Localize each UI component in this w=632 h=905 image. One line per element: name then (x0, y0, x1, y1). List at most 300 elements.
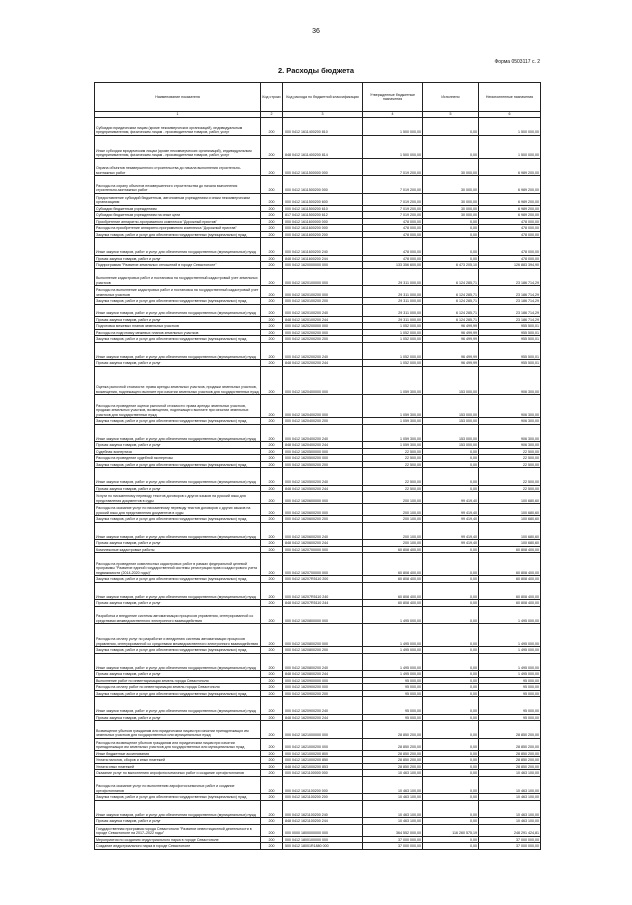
row-budget-code: 000 0412 1621000000 000 (283, 721, 363, 739)
row-budget-code: 000 0412 1620200000 000 (283, 323, 363, 330)
row-budget-code: 848 0412 16207R5110 244 (283, 600, 363, 607)
row-budget-code: 000 0412 1621100200 200 (283, 794, 363, 801)
table-row (95, 329, 541, 336)
row-approved: 200 100,00 (363, 516, 423, 523)
row-unexecuted: 6 989 200,00 (479, 205, 541, 212)
row-approved: 364 552 000,00 (363, 824, 423, 836)
row-executed: 30 000,00 (423, 158, 479, 176)
row-name: Подготовка межевых планов земельных участков (95, 323, 261, 330)
row-unexecuted: 906 300,00 (479, 418, 541, 425)
row-line-code: 200 (261, 205, 283, 212)
row-line-code: 200 (261, 342, 283, 360)
row-budget-code: 000 0412 1620500000 000 (283, 448, 363, 455)
row-name: Иные закупки товаров, работ и услуг для обеспечения государственных (муниципальных) нужд (95, 238, 261, 256)
row-approved: 60 808 400,00 (363, 582, 423, 600)
row-budget-code: 000 0412 1620700000 000 (283, 546, 363, 553)
row-name: Создание индустриального парка в городе Севастополе (95, 843, 261, 850)
row-executed: 6 124 285,71 (423, 298, 479, 305)
row-approved: 478 000,00 (363, 218, 423, 225)
row-approved: 133 356 600,00 (363, 262, 423, 269)
row-approved: 29 311 000,00 (363, 304, 423, 316)
table-row (95, 522, 541, 540)
row-line-code: 200 (261, 653, 283, 671)
row-executed: 30 000,00 (423, 205, 479, 212)
row-executed: 0,00 (423, 647, 479, 654)
row-approved: 22 500,00 (363, 461, 423, 468)
row-budget-code: 848 0412 1620200200 244 (283, 360, 363, 367)
row-line-code: 200 (261, 461, 283, 468)
row-executed: 0,00 (423, 600, 479, 607)
row-line-code: 200 (261, 336, 283, 343)
table-row (95, 653, 541, 671)
row-approved: 478 000,00 (363, 231, 423, 238)
row-executed: 0,00 (423, 606, 479, 624)
table-row (95, 690, 541, 697)
row-line-code: 200 (261, 135, 283, 158)
section-title: 2. Расходы бюджета (277, 66, 355, 75)
row-executed: 0,00 (423, 135, 479, 158)
row-name: Охрана объектов незавершенного строительства до начала выполнения строительно-монтажных работ (95, 158, 261, 176)
row-budget-code: 000 0412 1621100000 000 (283, 770, 363, 777)
row-approved: 200 100,00 (363, 522, 423, 540)
row-approved: 29 311 000,00 (363, 268, 423, 286)
table-row (95, 582, 541, 600)
table-row (95, 504, 541, 516)
row-budget-code: 000 0412 1611600200 240 (283, 238, 363, 256)
row-executed: 0,00 (423, 231, 479, 238)
row-budget-code: 500 0412 18001R1880 000 (283, 843, 363, 850)
table-row (95, 395, 541, 418)
table-row (95, 286, 541, 298)
row-executed: 0,00 (423, 800, 479, 818)
row-unexecuted: 23 186 714,29 (479, 286, 541, 298)
row-unexecuted: 955 500,01 (479, 336, 541, 343)
row-line-code: 200 (261, 442, 283, 449)
row-line-code: 200 (261, 671, 283, 678)
row-approved: 1 059 300,00 (363, 424, 423, 442)
row-executed: 0,00 (423, 721, 479, 739)
row-line-code: 200 (261, 268, 283, 286)
row-executed: 0,00 (423, 448, 479, 455)
row-approved: 7 019 200,00 (363, 212, 423, 219)
row-line-code: 200 (261, 818, 283, 825)
row-unexecuted: 1 495 000,00 (479, 653, 541, 671)
row-line-code: 200 (261, 606, 283, 624)
row-approved: 478 000,00 (363, 238, 423, 256)
row-unexecuted: 1 500 000,00 (479, 135, 541, 158)
row-unexecuted: 60 808 400,00 (479, 576, 541, 583)
row-budget-code: 000 0412 1611500000 000 (283, 158, 363, 176)
row-unexecuted: 248 291 424,81 (479, 824, 541, 836)
row-name: Выполнение кадастровых работ и постановка на государственный кадастровый учет земельных участков (95, 268, 261, 286)
row-executed: 153 000,00 (423, 366, 479, 395)
table-row (95, 624, 541, 647)
row-line-code: 200 (261, 262, 283, 269)
row-line-code: 200 (261, 286, 283, 298)
column-number: 3 (283, 112, 363, 118)
row-line-code: 200 (261, 677, 283, 684)
row-unexecuted: 22 500,00 (479, 455, 541, 462)
row-executed: 99 419,40 (423, 492, 479, 504)
row-executed: 0,00 (423, 794, 479, 801)
row-executed: 153 000,00 (423, 424, 479, 442)
table-row (95, 684, 541, 691)
row-approved: 22 500,00 (363, 485, 423, 492)
row-approved: 1 052 000,00 (363, 342, 423, 360)
row-unexecuted: 10 463 100,00 (479, 794, 541, 801)
row-executed: 96 499,99 (423, 342, 479, 360)
row-budget-code: 000 0412 16207R5110 240 (283, 582, 363, 600)
row-line-code: 200 (261, 522, 283, 540)
row-approved: 37 000 000,00 (363, 843, 423, 850)
column-number: 2 (261, 112, 283, 118)
row-unexecuted: 60 808 400,00 (479, 546, 541, 553)
row-approved: 1 059 300,00 (363, 418, 423, 425)
row-unexecuted: 10 463 100,00 (479, 800, 541, 818)
row-line-code: 200 (261, 395, 283, 418)
row-approved: 1 059 300,00 (363, 395, 423, 418)
row-executed: 0,00 (423, 763, 479, 770)
row-approved: 10 463 100,00 (363, 800, 423, 818)
row-executed: 0,00 (423, 818, 479, 825)
row-unexecuted: 478 000,00 (479, 238, 541, 256)
row-approved: 1 059 300,00 (363, 442, 423, 449)
row-budget-code: 000 0000 1800000000 000 (283, 824, 363, 836)
row-executed: 0,00 (423, 690, 479, 697)
row-executed: 0,00 (423, 118, 479, 136)
row-line-code: 200 (261, 360, 283, 367)
row-name: Уплата налогов, сборов и иных платежей (95, 757, 261, 764)
row-name: Иные закупки товаров, работ и услуг для обеспечения государственных (муниципальных) нужд (95, 697, 261, 715)
row-line-code: 200 (261, 492, 283, 504)
row-executed: 30 000,00 (423, 176, 479, 194)
row-budget-code: 848 0412 1620400200 244 (283, 442, 363, 449)
row-unexecuted: 126 883 394,90 (479, 262, 541, 269)
row-name: Закупка товаров, работ и услуг для обеспечения государственных (муниципальных) нужд (95, 647, 261, 654)
header-row (95, 83, 541, 112)
table-row (95, 304, 541, 316)
row-unexecuted: 10 463 100,00 (479, 770, 541, 777)
row-budget-code: 000 0412 1800100000 000 (283, 836, 363, 843)
row-unexecuted: 28 850 200,00 (479, 721, 541, 739)
row-executed: 0,00 (423, 553, 479, 576)
row-unexecuted: 95 000,00 (479, 714, 541, 721)
row-name: Расходы на оплату работ по инвентаризации земель города Севастополя (95, 684, 261, 691)
row-line-code: 200 (261, 212, 283, 219)
row-unexecuted: 60 808 400,00 (479, 582, 541, 600)
table-row (95, 738, 541, 750)
row-unexecuted: 28 850 200,00 (479, 750, 541, 757)
table-row (95, 843, 541, 850)
row-line-code: 200 (261, 540, 283, 547)
row-budget-code: 000 0412 1621000200 800 (283, 750, 363, 757)
row-approved: 28 850 200,00 (363, 738, 423, 750)
row-name: Закупка товаров, работ и услуг для обеспечения государственных (муниципальных) нужд (95, 461, 261, 468)
table-row (95, 238, 541, 256)
row-line-code: 200 (261, 323, 283, 330)
row-budget-code: 000 0412 1611400200 810 (283, 118, 363, 136)
row-line-code: 200 (261, 316, 283, 323)
row-name: Субсидии бюджетным учреждениям на иные цели (95, 212, 261, 219)
row-unexecuted: 37 000 000,00 (479, 843, 541, 850)
row-approved: 1 052 000,00 (363, 360, 423, 367)
row-line-code: 200 (261, 424, 283, 442)
row-executed: 0,00 (423, 677, 479, 684)
row-unexecuted: 95 000,00 (479, 684, 541, 691)
row-approved: 7 019 200,00 (363, 176, 423, 194)
table-row (95, 461, 541, 468)
row-approved: 28 850 200,00 (363, 721, 423, 739)
row-line-code: 200 (261, 504, 283, 516)
table-row (95, 721, 541, 739)
row-name: Расходы на возмещение убытков гражданам или юридическим лицам при изъятии принадлежащих им земельных участков для государственных или муниципальных нужд (95, 738, 261, 750)
table-row (95, 677, 541, 684)
row-budget-code: 848 0412 1620600200 244 (283, 540, 363, 547)
header-indicator-name: Наименование показателя (95, 83, 261, 112)
row-name: Прочая закупка товаров, работ и услуг (95, 600, 261, 607)
row-executed: 0,00 (423, 624, 479, 647)
row-approved: 95 000,00 (363, 677, 423, 684)
row-unexecuted: 22 500,00 (479, 448, 541, 455)
row-budget-code: 000 0412 1611600000 000 (283, 218, 363, 225)
row-executed: 0,00 (423, 485, 479, 492)
row-name: Прочая закупка товаров, работ и услуг (95, 442, 261, 449)
row-approved: 10 463 100,00 (363, 794, 423, 801)
table-row (95, 776, 541, 794)
row-approved: 1 495 000,00 (363, 647, 423, 654)
row-name: Расходы на подготовку межевых планов земельных участков (95, 329, 261, 336)
row-unexecuted: 6 989 200,00 (479, 158, 541, 176)
row-budget-code: 000 0412 1620400200 000 (283, 395, 363, 418)
row-approved: 95 000,00 (363, 714, 423, 721)
row-name: Расходы на проведение оценки рыночной стоимости: права аренды земельных участков, продажи земельных участков, возмещения, подлежащего выплате при изъятии земельных участков для государственных нужд (95, 395, 261, 418)
row-unexecuted: 10 463 100,00 (479, 776, 541, 794)
row-name: Иные закупки товаров, работ и услуг для обеспечения государственных (муниципальных) нужд (95, 424, 261, 442)
row-budget-code: 000 0412 1611500200 610 (283, 205, 363, 212)
row-budget-code: 848 0412 1620500200 244 (283, 485, 363, 492)
row-budget-code: 000 0412 1620200200 000 (283, 329, 363, 336)
row-unexecuted: 37 000 000,00 (479, 836, 541, 843)
row-executed: 6 124 285,71 (423, 316, 479, 323)
row-name: Иные закупки товаров, работ и услуг для обеспечения государственных (муниципальных) нужд (95, 800, 261, 818)
row-unexecuted: 478 000,00 (479, 225, 541, 232)
row-approved: 1 495 000,00 (363, 624, 423, 647)
row-budget-code: 000 0412 1620100200 240 (283, 304, 363, 316)
row-line-code: 200 (261, 225, 283, 232)
row-approved: 95 000,00 (363, 684, 423, 691)
row-executed: 153 000,00 (423, 442, 479, 449)
row-executed: 0,00 (423, 455, 479, 462)
row-unexecuted: 906 300,00 (479, 424, 541, 442)
row-unexecuted: 478 000,00 (479, 218, 541, 225)
row-executed: 96 499,99 (423, 336, 479, 343)
row-executed: 0,00 (423, 546, 479, 553)
row-approved: 10 463 100,00 (363, 818, 423, 825)
row-budget-code: 000 0412 1620200200 200 (283, 336, 363, 343)
row-line-code: 200 (261, 455, 283, 462)
row-unexecuted: 6 989 200,00 (479, 176, 541, 194)
table-row (95, 418, 541, 425)
row-line-code: 200 (261, 546, 283, 553)
row-name: Прочая закупка товаров, работ и услуг (95, 485, 261, 492)
row-name: Судебная экспертиза (95, 448, 261, 455)
row-unexecuted: 28 850 200,00 (479, 738, 541, 750)
row-approved: 22 500,00 (363, 448, 423, 455)
row-unexecuted: 95 000,00 (479, 677, 541, 684)
row-budget-code: 000 0412 1620600000 000 (283, 492, 363, 504)
row-executed: 0,00 (423, 770, 479, 777)
row-approved: 60 808 400,00 (363, 600, 423, 607)
row-budget-code: 000 0412 1621100200 240 (283, 800, 363, 818)
row-executed: 153 000,00 (423, 395, 479, 418)
row-unexecuted: 478 000,00 (479, 255, 541, 262)
row-executed: 0,00 (423, 255, 479, 262)
row-line-code: 200 (261, 218, 283, 225)
table-row (95, 770, 541, 777)
row-budget-code: 000 0412 1620500200 200 (283, 461, 363, 468)
row-name: Оказание услуг по выполнению аэрофотосъемочных работ и создание ортофотопланов (95, 770, 261, 777)
column-number: 1 (95, 112, 261, 118)
row-approved: 1 059 300,00 (363, 366, 423, 395)
table-row (95, 135, 541, 158)
table-row (95, 576, 541, 583)
row-name: Разработка и внедрение системы автоматизации процессов управления, интегрированной со средствами межведомственного электронного взаимодействия (95, 606, 261, 624)
row-approved: 7 019 200,00 (363, 158, 423, 176)
row-unexecuted: 906 300,00 (479, 366, 541, 395)
row-budget-code: 817 0412 1611500200 612 (283, 212, 363, 219)
row-line-code: 200 (261, 750, 283, 757)
row-line-code: 200 (261, 329, 283, 336)
table-row (95, 336, 541, 343)
row-approved: 1 495 000,00 (363, 606, 423, 624)
row-unexecuted: 6 989 200,00 (479, 212, 541, 219)
row-unexecuted: 955 500,01 (479, 329, 541, 336)
row-budget-code: 000 0412 1621000200 850 (283, 757, 363, 764)
row-budget-code: 848 0412 1620800200 244 (283, 671, 363, 678)
row-line-code: 200 (261, 582, 283, 600)
row-line-code: 200 (261, 366, 283, 395)
row-executed: 0,00 (423, 468, 479, 486)
row-budget-code: 000 0412 1620400200 240 (283, 424, 363, 442)
row-unexecuted: 10 463 100,00 (479, 818, 541, 825)
row-approved: 200 100,00 (363, 540, 423, 547)
expenditure-table (94, 82, 541, 850)
row-approved: 10 463 100,00 (363, 770, 423, 777)
table-row (95, 193, 541, 205)
table-row (95, 218, 541, 225)
table-row (95, 824, 541, 836)
row-unexecuted: 955 500,01 (479, 342, 541, 360)
row-unexecuted: 1 495 000,00 (479, 671, 541, 678)
header-line-code: Код строки (261, 83, 283, 112)
row-name: Иные закупки товаров, работ и услуг для обеспечения государственных (муниципальных) нужд (95, 582, 261, 600)
row-executed: 99 419,40 (423, 540, 479, 547)
row-unexecuted: 478 000,00 (479, 231, 541, 238)
row-line-code: 200 (261, 757, 283, 764)
row-budget-code: 000 0412 1620800200 000 (283, 624, 363, 647)
row-line-code: 200 (261, 304, 283, 316)
header-approved: Утвержденные бюджетные назначения (363, 83, 423, 112)
row-approved: 478 000,00 (363, 225, 423, 232)
row-line-code: 200 (261, 800, 283, 818)
row-budget-code: 000 0412 1620700000 000 (283, 553, 363, 576)
row-line-code: 200 (261, 647, 283, 654)
row-approved: 200 100,00 (363, 504, 423, 516)
row-name: Расходы на выполнение кадастровых работ и постановка на государственный кадастровый учет земельных участков (95, 286, 261, 298)
row-approved: 200 100,00 (363, 492, 423, 504)
row-name: Расходы на охрану объектов незавершенного строительства до начала выполнения строительно-монтажных работ (95, 176, 261, 194)
row-line-code: 200 (261, 418, 283, 425)
row-approved: 1 495 000,00 (363, 653, 423, 671)
table-row (95, 757, 541, 764)
row-approved: 1 052 000,00 (363, 336, 423, 343)
row-name: Комплексные кадастровые работы (95, 546, 261, 553)
row-line-code: 200 (261, 738, 283, 750)
row-name: Иные закупки товаров, работ и услуг для обеспечения государственных (муниципальных) нужд (95, 304, 261, 316)
row-budget-code: 000 0412 1620100200 000 (283, 286, 363, 298)
row-name: Прочая закупка товаров, работ и услуг (95, 671, 261, 678)
row-line-code: 200 (261, 468, 283, 486)
table-row (95, 424, 541, 442)
row-executed: 0,00 (423, 653, 479, 671)
row-budget-code: 000 0412 1620800000 000 (283, 606, 363, 624)
row-executed: 0,00 (423, 776, 479, 794)
row-approved: 28 850 200,00 (363, 757, 423, 764)
row-executed: 0,00 (423, 238, 479, 256)
table-row (95, 158, 541, 176)
row-unexecuted: 60 808 400,00 (479, 600, 541, 607)
row-name: Иные бюджетные ассигнования (95, 750, 261, 757)
row-name: Расходы на оказание услуг по письменному переводу текстов договоров с других языков на русский язык для представления документов в суды (95, 504, 261, 516)
row-executed: 30 000,00 (423, 193, 479, 205)
row-line-code: 200 (261, 600, 283, 607)
row-budget-code: 848 0412 1621000200 853 (283, 763, 363, 770)
row-budget-code: 000 0412 1611500200 000 (283, 176, 363, 194)
row-approved: 1 500 000,00 (363, 118, 423, 136)
row-name: Иные субсидии юридическим лицам (кроме некоммерческих организаций), индивидуальным предпринимателям, физическим лицам - производителям товаров, работ, услуг (95, 135, 261, 158)
row-approved: 22 500,00 (363, 468, 423, 486)
row-name: Иные закупки товаров, работ и услуг для обеспечения государственных (муниципальных) нужд (95, 342, 261, 360)
table-row (95, 697, 541, 715)
row-name: Расходы на оказание услуг по выполнению аэрофотосъемочных работ и создание ортофотопланов (95, 776, 261, 794)
row-unexecuted: 60 808 400,00 (479, 553, 541, 576)
row-unexecuted: 95 000,00 (479, 690, 541, 697)
table-row (95, 794, 541, 801)
row-unexecuted: 100 680,60 (479, 540, 541, 547)
row-executed: 0,00 (423, 461, 479, 468)
row-executed: 0,00 (423, 750, 479, 757)
row-approved: 37 000 000,00 (363, 836, 423, 843)
row-approved: 60 808 400,00 (363, 553, 423, 576)
row-name: Иные закупки товаров, работ и услуг для обеспечения государственных (муниципальных) нужд (95, 522, 261, 540)
row-line-code: 200 (261, 576, 283, 583)
table-row (95, 268, 541, 286)
row-name: Выполнение работ по инвентаризации земель города Севастополя (95, 677, 261, 684)
row-executed: 153 000,00 (423, 418, 479, 425)
row-line-code: 200 (261, 690, 283, 697)
row-name: Закупка товаров, работ и услуг для обеспечения государственных (муниципальных) нужд (95, 231, 261, 238)
row-budget-code: 000 0412 1620800200 200 (283, 647, 363, 654)
row-name: Расходы на приобретение аппаратно-программного комплекса "Дорожный пристав" (95, 225, 261, 232)
row-unexecuted: 100 680,60 (479, 522, 541, 540)
row-unexecuted: 1 495 000,00 (479, 624, 541, 647)
row-unexecuted: 22 500,00 (479, 485, 541, 492)
row-executed: 30 000,00 (423, 212, 479, 219)
row-line-code: 200 (261, 448, 283, 455)
row-name: Услуги по письменному переводу текстов договоров с других языков на русский язык для представления документов в суды (95, 492, 261, 504)
row-approved: 10 463 100,00 (363, 776, 423, 794)
row-executed: 6 124 285,71 (423, 304, 479, 316)
